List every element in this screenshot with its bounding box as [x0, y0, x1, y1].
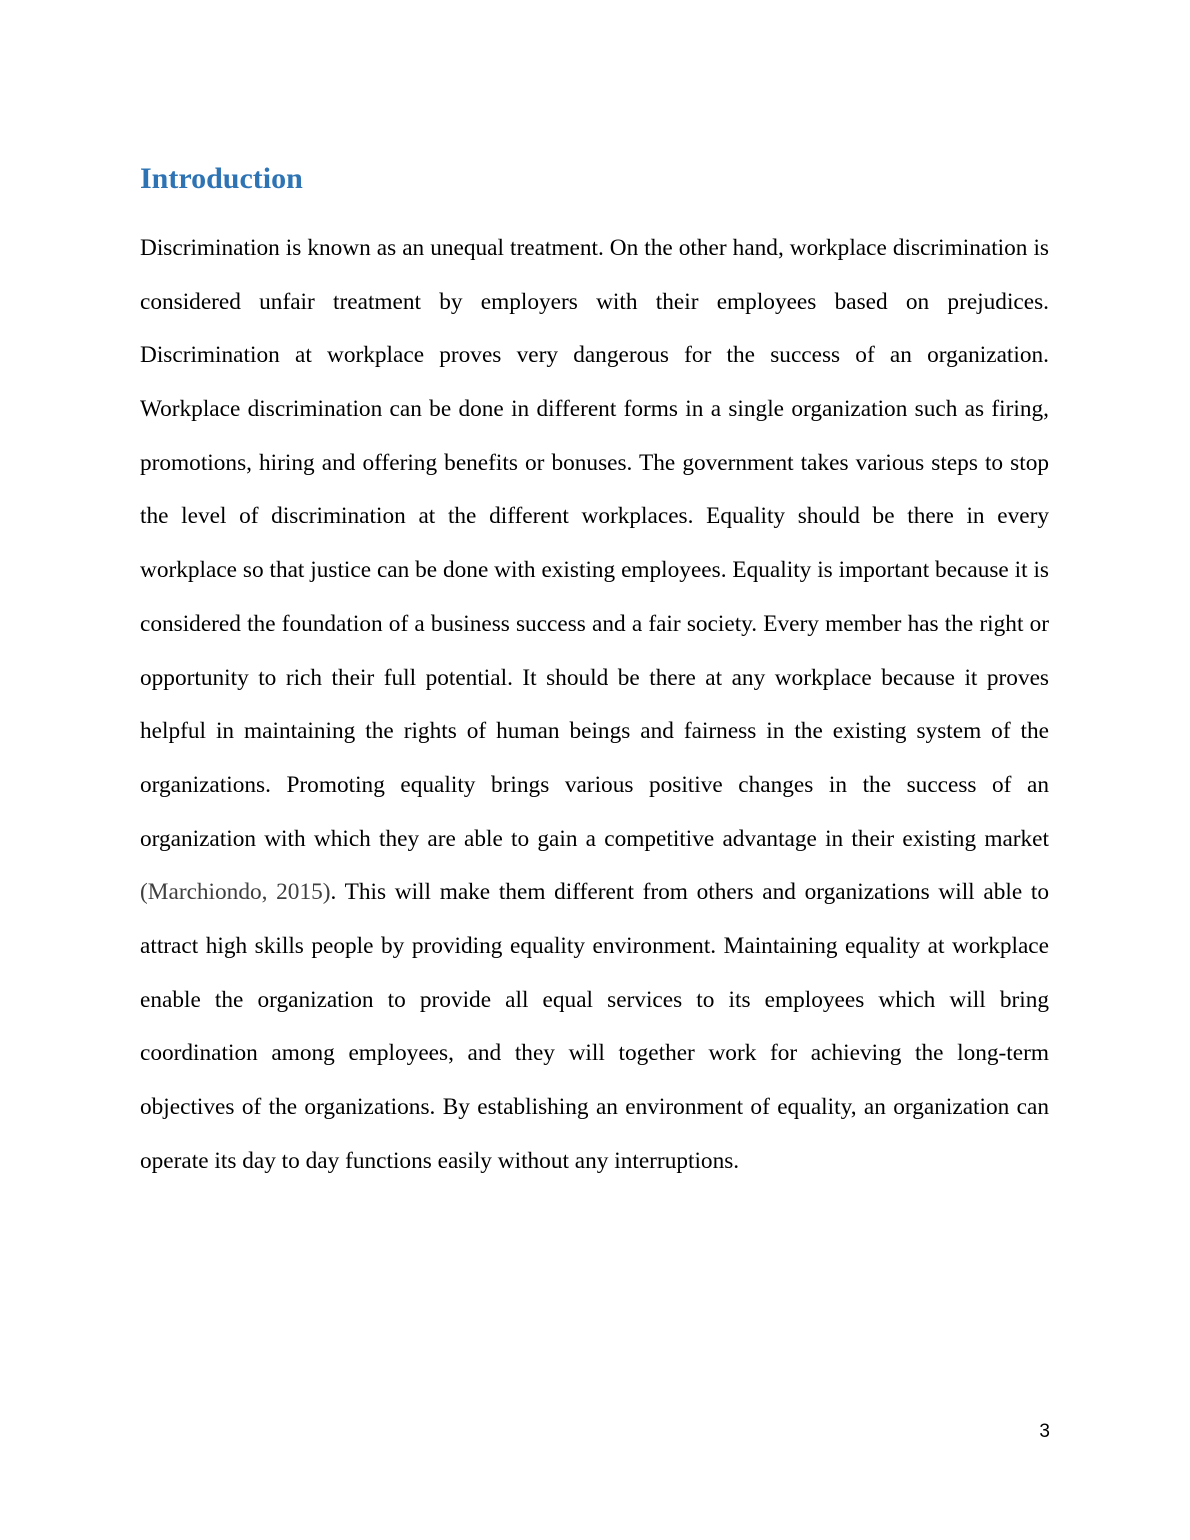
text-line: considered the foundation of a business success and a fair society. Every member has the right or — [140, 610, 1049, 637]
page-number: 3 — [1039, 1421, 1050, 1442]
text-line: attract high skills people by providing equality environment. Maintaining equality at workplace — [140, 932, 1049, 959]
text-line: operate its day to day functions easily without any interruptions. — [140, 1147, 740, 1174]
text-line: coordination among employees, and they will together work for achieving the long-term — [140, 1040, 1049, 1067]
text-line: Discrimination is known as an unequal treatment. On the other hand, workplace discrimination is — [140, 235, 1049, 261]
text-line: helpful in maintaining the rights of human beings and fairness in the existing system of the — [140, 718, 1049, 745]
text-line: enable the organization to provide all equal services to its employees which will bring — [140, 986, 1049, 1013]
text-line: Workplace discrimination can be done in different forms in a single organization such as firing, — [140, 396, 1049, 423]
text-line: the level of discrimination at the different workplaces. Equality should be there in every — [140, 503, 1049, 530]
text-line: workplace so that justice can be done with existing employees. Equality is important because it is — [140, 557, 1049, 584]
text-line: promotions, hiring and offering benefits or bonuses. The government takes various steps to stop — [140, 449, 1049, 476]
citation: (Marchiondo, 2015) — [140, 879, 331, 906]
text-line: considered unfair treatment by employers with their employees based on prejudices. — [140, 288, 1049, 315]
text-line: opportunity to rich their full potential. It should be there at any workplace because it proves — [140, 664, 1049, 691]
text-line: organization with which they are able to gain a competitive advantage in their existing market — [140, 825, 1049, 852]
text-span: . This will make them different from others and organizations will able to — [330, 879, 1049, 906]
body-paragraph — [140, 231, 1049, 1197]
text-line: organizations. Promoting equality brings various positive changes in the success of an — [140, 771, 1049, 798]
section-heading: Introduction — [140, 162, 303, 195]
text-line: objectives of the organizations. By establishing an environment of equality, an organization can — [140, 1094, 1049, 1120]
text-line-citation — [140, 875, 1049, 929]
text-line: Discrimination at workplace proves very dangerous for the success of an organization. — [140, 342, 1049, 369]
